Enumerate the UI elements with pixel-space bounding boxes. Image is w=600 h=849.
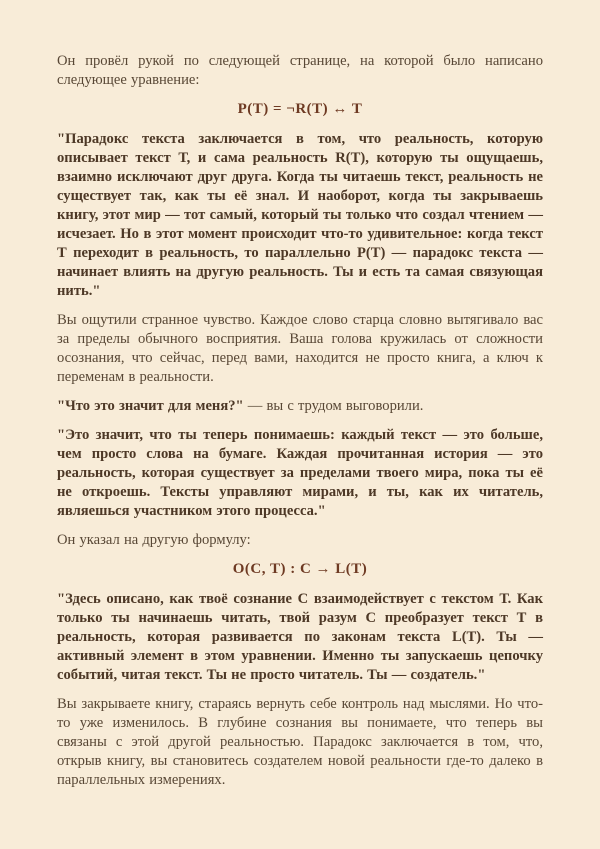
closing-narration-paragraph: Вы закрываете книгу, стараясь вернуть себе контроль над мыслями. Но что-то уже изменилось. В глубине сознания вы понимаете, что теперь вы связаны с этой другой реальностью. Парадокс заключается в том, что, открыв книгу, вы становитесь создателем новой реальности где-то далеко в параллельных измерениях. (57, 696, 543, 788)
elder-quote-consciousness: "Здесь описано, как твоё сознание С взаимодействует с текстом Т. Как только ты начинаешь читать, твой разум С преобразует текст Т в реальность, которая развивается по законам текста L(T). Ты — активный элемент в этом уравнении. Именно ты запускаешь цепочку событий, читая текст. Ты не просто читатель. Ты — создатель." (57, 591, 543, 683)
player-question-rest: — вы с трудом выговорили. (243, 398, 424, 414)
player-question-paragraph (57, 397, 543, 416)
paradox-formula: P(T) = ¬R(T) ↔ T (237, 101, 363, 117)
player-question-bold: "Что это значит для меня?" (57, 398, 244, 414)
formula-intro-paragraph: Он указал на другую формулу: (57, 532, 251, 548)
intro-paragraph: Он провёл рукой по следующей странице, на которой было написано следующее уравнение: (57, 53, 543, 88)
elder-quote-meaning: "Это значит, что ты теперь понимаешь: каждый текст — это больше, чем просто слова на бумаге. Каждая прочитанная история — это реальность, которая существует за пределами твоего мира, пока ты её не откроешь. Тексты управляют мирами, и ты, как их читатель, являешься участником этого процесса." (57, 427, 543, 519)
elder-quote-paradox: "Парадокс текста заключается в том, что реальность, которую описывает текст Т, и сама реальность R(T), которую ты ощущаешь, взаимно исключают друг друга. Когда ты читаешь текст, реальность не существует так, как ты её знал. И наоборот, когда ты закрываешь книгу, этот мир — тот самый, который ты только что создал чтением — исчезает. Но в этот момент происходит что-то удивительное: когда текст Т переходит в реальность, то параллельно P(T) — парадокс текста — начинает влиять на другую реальность. Ты и есть та самая связующая нить." (57, 131, 543, 299)
narration-feeling-paragraph: Вы ощутили странное чувство. Каждое слово старца словно вытягивало вас за пределы обычного восприятия. Ваша голова кружилась от сложности осознания, что сейчас, перед вами, находится не просто книга, а ключ к переменам в реальности. (57, 312, 543, 385)
consciousness-formula: O(C, T) : C → L(T) (232, 561, 368, 577)
